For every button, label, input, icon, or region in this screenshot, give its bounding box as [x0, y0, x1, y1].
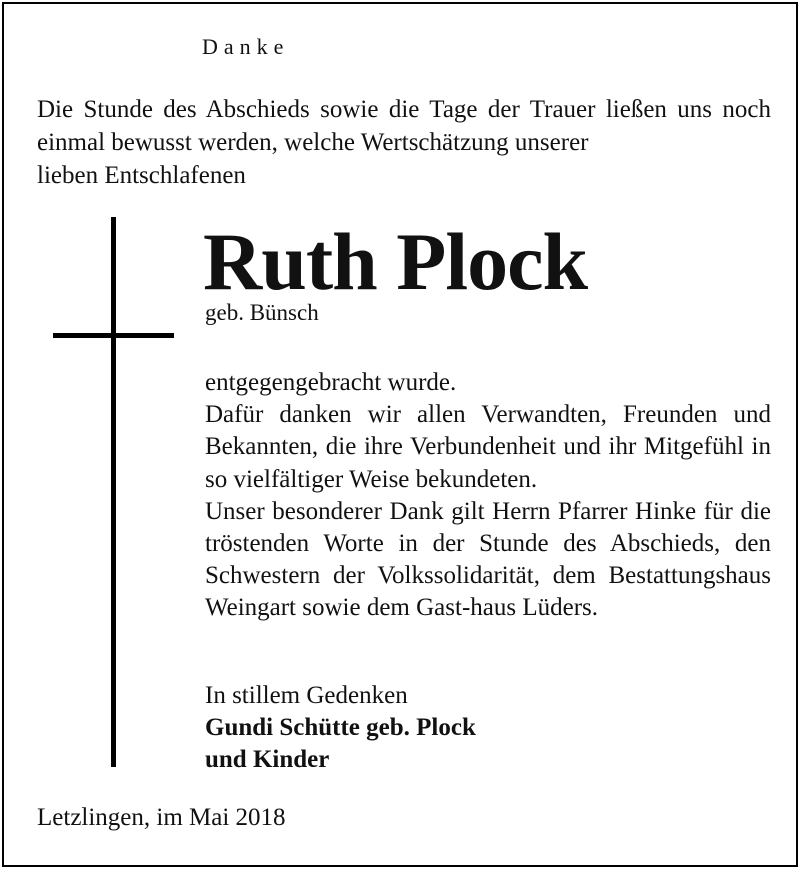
intro-paragraph: Die Stunde des Abschieds sowie die Tage der Trauer ließen uns noch einmal bewusst werden, welche Wertschätzung unserer: [37, 96, 771, 156]
intro-text: [37, 93, 771, 192]
paragraph-2: Dafür danken wir allen Verwandten, Freunden und Bekannten, die ihre Verbundenheit und ihr Mitgefühl in so vielfältiger Weise bekundeten.: [205, 401, 771, 493]
thanks-text: [205, 367, 771, 625]
place-date: Letzlingen, im Mai 2018: [37, 804, 286, 831]
deceased-name: Ruth Plock: [203, 216, 588, 307]
closing-phrase: In stillem Gedenken: [205, 682, 408, 709]
notice-heading: Danke: [202, 34, 290, 59]
signatory-2: und Kinder: [205, 746, 330, 773]
intro-last-line: lieben Entschlafenen: [37, 162, 246, 189]
maiden-name: geb. Bünsch: [205, 300, 319, 325]
paragraph-3: Unser besonderer Dank gilt Herrn Pfarrer Hinke für die tröstenden Worte in der Stunde des Abschieds, den Schwestern der Volkssolidarität, dem Bestattungshaus Weingart sowie dem Gast-haus Lüders.: [205, 497, 771, 622]
obituary-notice: [2, 2, 798, 867]
signatory-1: Gundi Schütte geb. Plock: [205, 714, 476, 741]
cross-horizontal-bar: [53, 333, 174, 338]
paragraph-1: entgegengebracht wurde.: [205, 369, 457, 396]
closing-block: [205, 680, 476, 776]
cross-vertical-bar: [111, 217, 116, 767]
